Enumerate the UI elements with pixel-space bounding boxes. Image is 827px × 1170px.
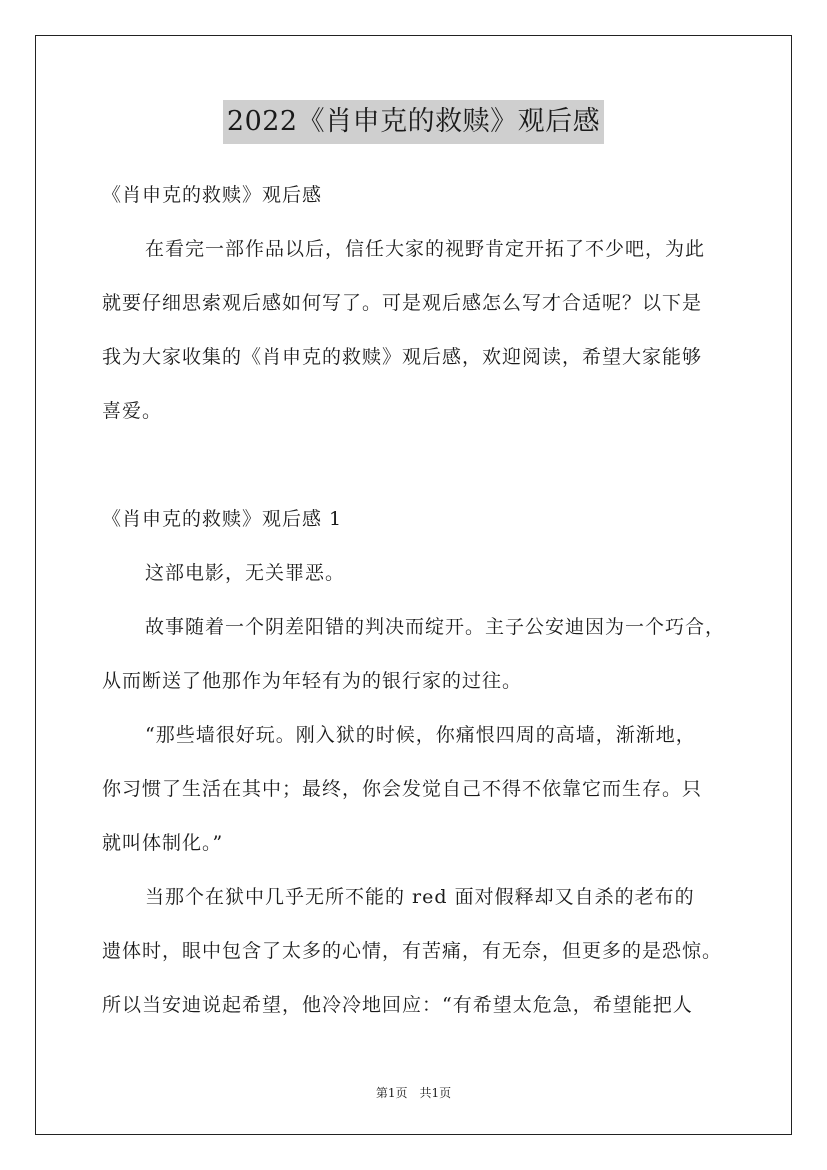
section-heading: 《肖申克的救赎》观后感 1	[102, 508, 343, 530]
paragraph-line: “那些墙很好玩。刚入狱的时候，你痛恨四周的高墙，渐渐地，	[145, 724, 696, 746]
paragraph-line: 我为大家收集的《肖申克的救赎》观后感，欢迎阅读，希望大家能够	[102, 346, 703, 368]
paragraph-line: 你习惯了生活在其中；最终，你会发觉自己不得不依靠它而生存。只	[102, 778, 703, 800]
paragraph-line: 故事随着一个阴差阳错的判决而绽开。主子公安迪因为一个巧合，	[145, 616, 726, 638]
paragraph-line: 从而断送了他那作为年轻有为的银行家的过往。	[102, 670, 523, 692]
page-footer: 第1页 共1页	[375, 1086, 452, 1100]
paragraph-line: 喜爱。	[102, 400, 163, 422]
document-title: 2022《肖申克的救赎》观后感	[223, 100, 604, 144]
paragraph-line: 遗体时，眼中包含了太多的心情，有苦痛，有无奈，但更多的是恐惊。	[102, 940, 723, 962]
paragraph-line: 所以当安迪说起希望，他冷冷地回应：“有希望太危急，希望能把人	[102, 994, 693, 1016]
paragraph-line: 就叫体制化。”	[102, 832, 224, 854]
paragraph-line: 这部电影，无关罪恶。	[145, 562, 346, 584]
paragraph-line: 在看完一部作品以后，信任大家的视野肯定开拓了不少吧，为此	[145, 238, 706, 260]
document-title-container	[0, 100, 827, 144]
section-heading: 《肖申克的救赎》观后感	[102, 184, 323, 206]
paragraph-line: 当那个在狱中几乎无所不能的 red 面对假释却又自杀的老布的	[145, 886, 695, 908]
paragraph-line: 就要仔细思索观后感如何写了。可是观后感怎么写才合适呢？以下是	[102, 292, 703, 314]
